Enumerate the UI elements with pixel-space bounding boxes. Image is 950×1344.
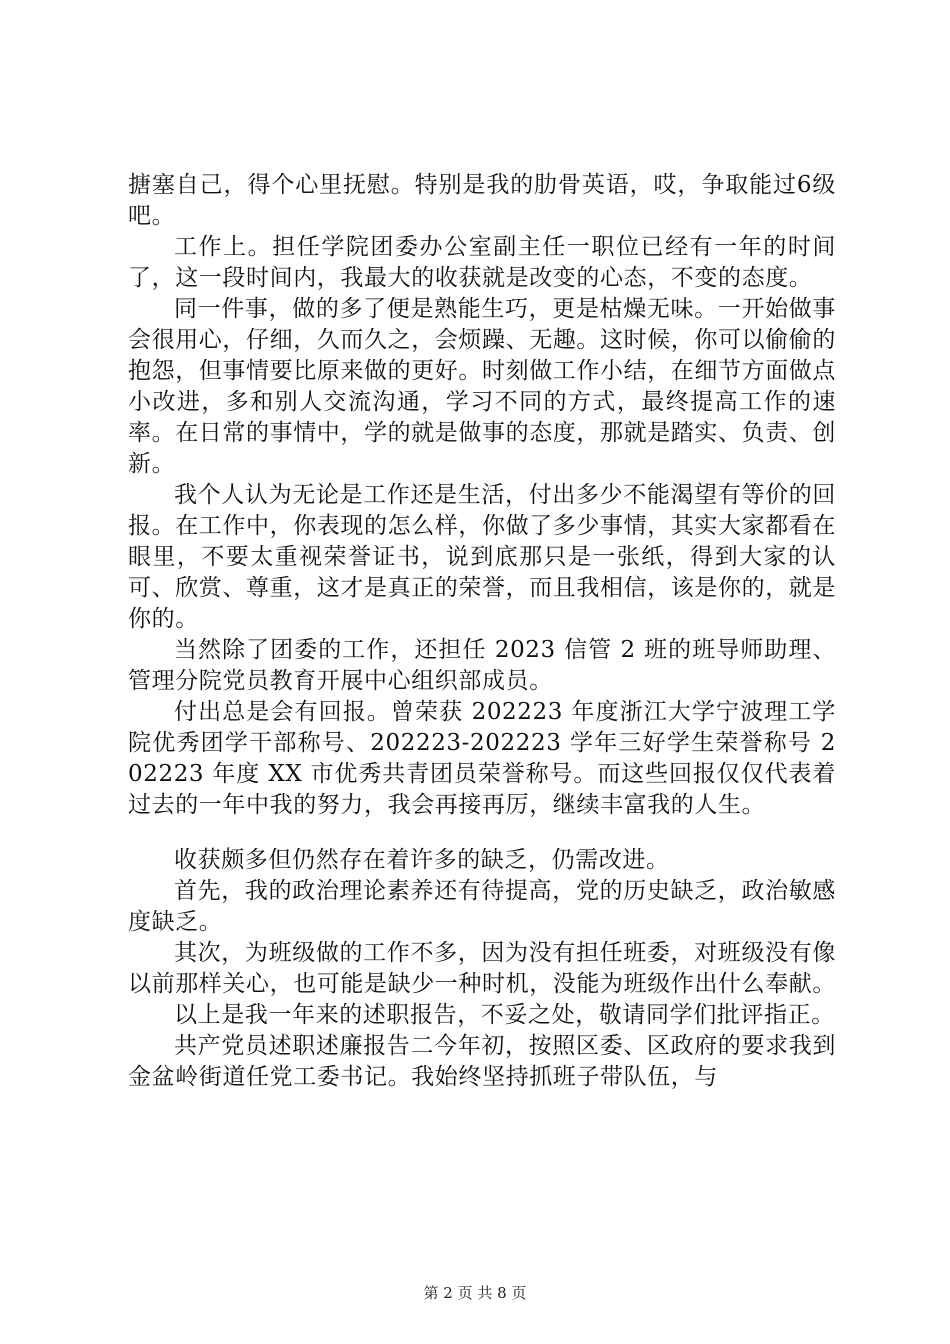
paragraph-11: 共产党员述职述廉报告二今年初，按照区委、区政府的要求我到金盆岭街道任党工委书记。我始终坚持抓班子带队伍，与 [128,1033,836,1090]
paragraph-10: 以上是我一年来的述职报告，不妥之处，敬请同学们批评指正。 [174,1002,835,1028]
document-body [128,170,836,1093]
paragraph-4: 我个人认为无论是工作还是生活，付出多少不能渴望有等价的回报。在工作中，你表现的怎么样，你做了多少事情，其实大家都看在眼里，不要太重视荣誉证书，说到底那只是一张纸，得到大家的认可、欣赏、尊重，这才是真正的荣誉，而且我相信，该是你的，就是你的。 [128,482,836,632]
paragraph-6: 付出总是会有回报。曾荣获 202223 年度浙江大学宁波理工学院优秀团学干部称号、202223-202223 学年三好学生荣誉称号 202223 年度 XX 市优秀共青团员荣誉称号。而这些回报仅仅代表着过去的一年中我的努力，我会再接再厉，继续丰富我的人生。 [128,699,836,818]
paragraph-7: 收获颇多但仍然存在着许多的缺乏，仍需改进。 [174,847,670,873]
page-number: 第 2 页 共 8 页 [423,1284,527,1302]
paragraph-1: 搪塞自己，得个心里抚慰。特别是我的肋骨英语，哎，争取能过6级吧。 [128,172,836,229]
paragraph-2: 工作上。担任学院团委办公室副主任一职位已经有一年的时间了，这一段时间内，我最大的收获就是改变的心态，不变的态度。 [128,234,836,291]
paragraph-3: 同一件事，做的多了便是熟能生巧，更是枯燥无味。一开始做事会很用心，仔细，久而久之，会烦躁、无趣。这时候，你可以偷偷的抱怨，但事情要比原来做的更好。时刻做工作小结，在细节方面做点小改进，多和别人交流沟通，学习不同的方式，最终提高工作的速率。在日常的事情中，学的就是做事的态度，那就是踏实、负责、创新。 [128,296,836,477]
paragraph-9: 其次，为班级做的工作不多，因为没有担任班委，对班级没有像以前那样关心，也可能是缺少一种时机，没能为班级作出什么奉献。 [128,940,836,997]
paragraph-5: 当然除了团委的工作，还担任 2023 信管 2 班的班导师助理、管理分院党员教育开展中心组织部成员。 [128,637,836,694]
paragraph-8: 首先，我的政治理论素养还有待提高，党的历史缺乏，政治敏感度缺乏。 [128,878,836,935]
